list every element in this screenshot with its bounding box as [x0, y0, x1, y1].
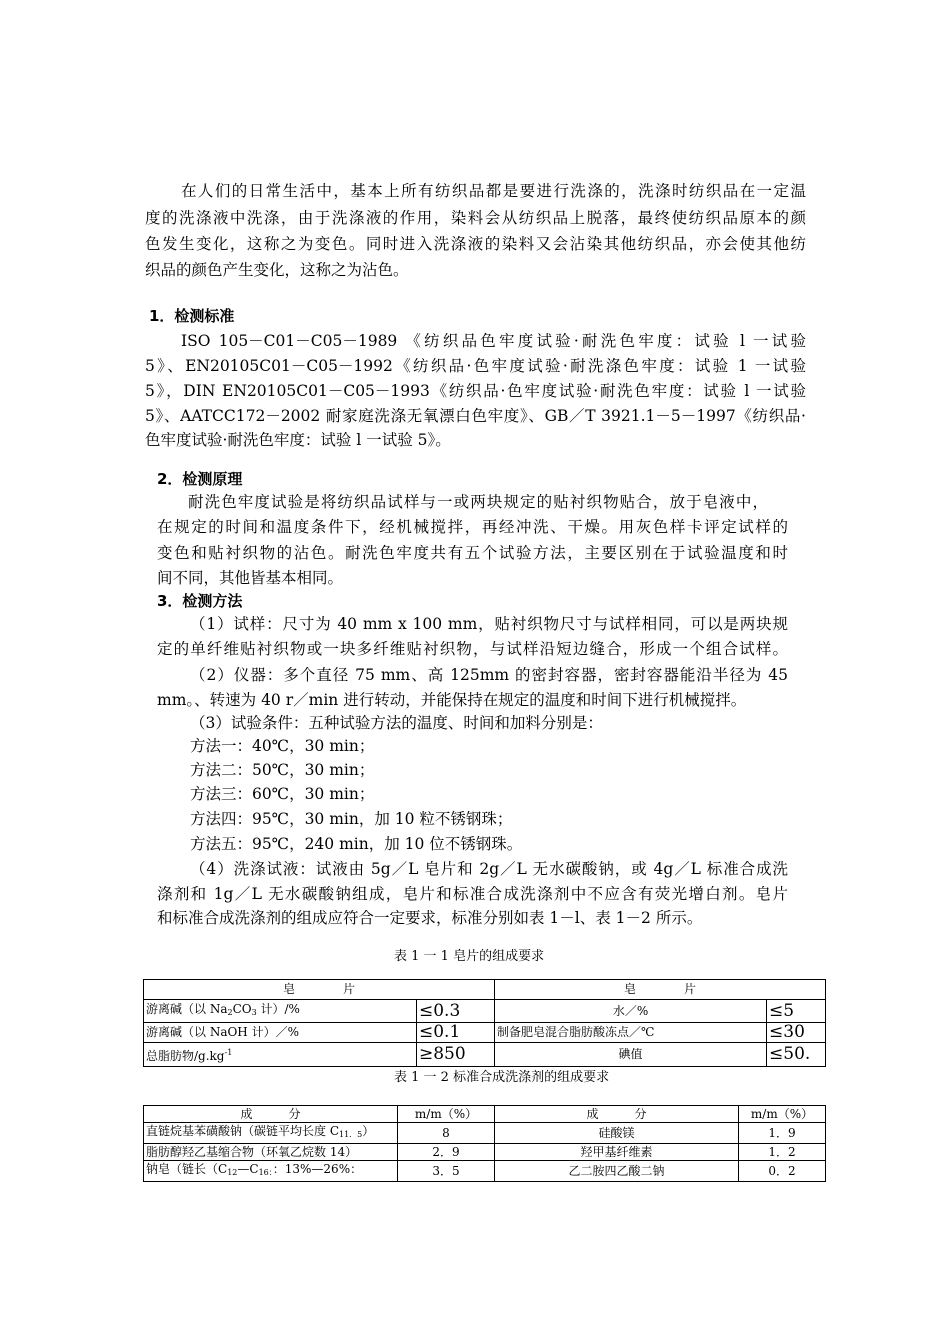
- table1-cell-value: ≤30: [767, 1023, 826, 1043]
- table1-cell-label: 碘值: [495, 1043, 767, 1067]
- method-option-2: 方法二：50℃，30 min；: [190, 761, 375, 779]
- method-option-1: 方法一：40℃，30 min；: [190, 737, 375, 755]
- table1-cell-value: ≤0.1: [417, 1023, 495, 1043]
- table1-cell-value: ≤5: [767, 1000, 826, 1023]
- table2-caption: 表 1 一 2 标准合成洗涤剂的组成要求: [394, 1070, 610, 1085]
- standards-line-2: 5》、EN20105C01－C05－1992《纺织品·色牢度试验·耐洗涤色牢度：试验 1 一试验: [145, 357, 806, 375]
- table1-cell-label: 总脂肪物$/g.kg^{-1}$: [144, 1043, 417, 1067]
- method-option-3: 方法三：60℃，30 min；: [190, 785, 375, 803]
- method-line-11: （4）洗涤试液：试液由 5g／L 皂片和 2g／L 无水碳酸钠，或 4g／L 标准合成洗: [190, 860, 788, 878]
- table-detergent-requirements: [143, 1105, 826, 1182]
- section-heading-principle: 2．检测原理: [157, 470, 243, 488]
- standards-line-3: 5》，DIN EN20105C01－C05－1993《纺织品·色牢度试验·耐洗色牢度：试验 l 一试验: [145, 382, 806, 400]
- table2-cell-component: 脂肪醇羟乙基缩合物（环氧乙烷数 14）: [144, 1144, 398, 1161]
- method-line-3: （2）仪器：多个直径 75 mm、高 125mm 的密封容器，密封容器能沿半径为 45: [190, 666, 788, 684]
- intro-line-2: 度的洗涤液中洗涤，由于洗涤液的作用，染料会从纺织品上脱落，最终使纺织品原本的颜: [145, 209, 806, 227]
- standards-line-1: ISO 105－C01－C05－1989 《纺织品色牢度试验·耐洗色牢度：试验 l 一试验: [181, 332, 806, 350]
- table2-cell-value: 0．2: [739, 1161, 826, 1182]
- table2-cell-component: 乙二胺四乙酸二钠: [495, 1161, 739, 1182]
- principle-line-4: 间不同，其他皆基本相同。: [157, 569, 344, 587]
- table2-header-mass: m/m（%）: [739, 1106, 826, 1123]
- method-line-2: 定的单纤维贴衬织物或一块多纤维贴衬织物，与试样沿短边缝合，形成一个组合试样。: [157, 640, 788, 658]
- section-heading-method: 3．检测方法: [157, 592, 243, 610]
- method-line-12: 涤剂和 1g／L 无水碳酸钠组成，皂片和标准合成洗涤剂中不应含有荧光增白剂。皂片: [157, 885, 788, 903]
- table2-header-component: 成 分: [144, 1106, 398, 1123]
- table2-header-mass: m/m（%）: [398, 1106, 495, 1123]
- table1-caption: 表 1 一 1 皂片的组成要求: [394, 949, 545, 964]
- table2-header-row: [144, 1106, 826, 1123]
- table1-cell-value: ≥850: [417, 1043, 495, 1067]
- table1-cell-label: 游离碱（以 $Na_2CO_3$ 计）/%: [144, 1000, 417, 1023]
- principle-line-2: 在规定的时间和温度条件下，经机械搅拌，再经冲洗、干燥。用灰色样卡评定试样的: [157, 518, 788, 536]
- intro-line-4: 织品的颜色产生变化，这称之为沾色。: [145, 261, 409, 279]
- table-soap-requirements: [143, 979, 826, 1067]
- table-row: [144, 1023, 826, 1043]
- table-row: [144, 1123, 826, 1144]
- standards-line-4: 5》、AATCC172－2002 耐家庭洗涤无氧漂白色牢度》、GB／T 3921.1－5－1997《纺织品·: [145, 407, 806, 425]
- section-heading-standards: 1．检测标准: [149, 307, 235, 325]
- table2-cell-value: 2．9: [398, 1144, 495, 1161]
- table1-header-left: 皂 片: [144, 980, 495, 1000]
- principle-line-3: 变色和贴衬织物的沾色。耐洗色牢度共有五个试验方法，主要区别在于试验温度和时: [157, 544, 788, 562]
- principle-line-1: 耐洗色牢度试验是将纺织品试样与一或两块规定的贴衬织物贴合，放于皂液中，: [188, 493, 768, 511]
- table-row: [144, 1000, 826, 1023]
- table1-cell-label: 制备肥皂混合脂肪酸冻点／℃: [495, 1023, 767, 1043]
- table1-cell-value: ≤50.: [767, 1043, 826, 1067]
- intro-line-1: 在人们的日常生活中，基本上所有纺织品都是要进行洗涤的，洗涤时纺织品在一定温: [181, 182, 806, 200]
- table2-cell-value: 8: [398, 1123, 495, 1144]
- method-option-4: 方法四：95℃，30 min，加 10 粒不锈钢珠；: [190, 810, 513, 828]
- method-option-5: 方法五：95℃，240 min，加 10 位不锈钢珠。: [190, 835, 523, 853]
- table1-header-right: 皂 片: [495, 980, 826, 1000]
- table-row: [144, 1043, 826, 1067]
- table2-cell-value: 1．2: [739, 1144, 826, 1161]
- standards-line-5: 色牢度试验·耐洗色牢度：试验 l 一试验 5》。: [145, 431, 451, 449]
- table1-header-row: [144, 980, 826, 1000]
- table1-cell-value: ≤0.3: [417, 1000, 495, 1023]
- table2-cell-component: 羟甲基纤维素: [495, 1144, 739, 1161]
- table-row: [144, 1161, 826, 1182]
- method-line-1: （1）试样：尺寸为 40 mm x 100 mm，贴衬织物尺寸与试样相同，可以是两块规: [190, 615, 788, 633]
- table1-cell-label: 游离碱（以 NaOH 计）／%: [144, 1023, 417, 1043]
- table2-header-component: 成 分: [495, 1106, 739, 1123]
- table2-cell-component: 直链烷基苯磺酸钠（碳链平均长度 $C_{11.5}$）: [144, 1123, 398, 1144]
- table2-cell-component: 硅酸镁: [495, 1123, 739, 1144]
- intro-line-3: 色发生变化，这称之为变色。同时进入洗涤液的染料又会沾染其他纺织品，亦会使其他纺: [145, 235, 806, 253]
- table1-cell-label: 水／%: [495, 1000, 767, 1023]
- method-line-5: （3）试验条件：五种试验方法的温度、时间和加料分别是：: [190, 714, 603, 732]
- table-row: [144, 1144, 826, 1161]
- method-line-13: 和标准合成洗涤剂的组成应符合一定要求，标准分别如表 1－l、表 1－2 所示。: [157, 909, 703, 927]
- table2-cell-component: 钠皂（链长（$C_{12}—C_{16:}$：13%—26%：: [144, 1161, 398, 1182]
- method-line-4: mm。、转速为 40 r／min 进行转动，并能保持在规定的温度和时间下进行机械搅拌。: [157, 691, 747, 709]
- table2-cell-value: 3．5: [398, 1161, 495, 1182]
- table2-cell-value: 1．9: [739, 1123, 826, 1144]
